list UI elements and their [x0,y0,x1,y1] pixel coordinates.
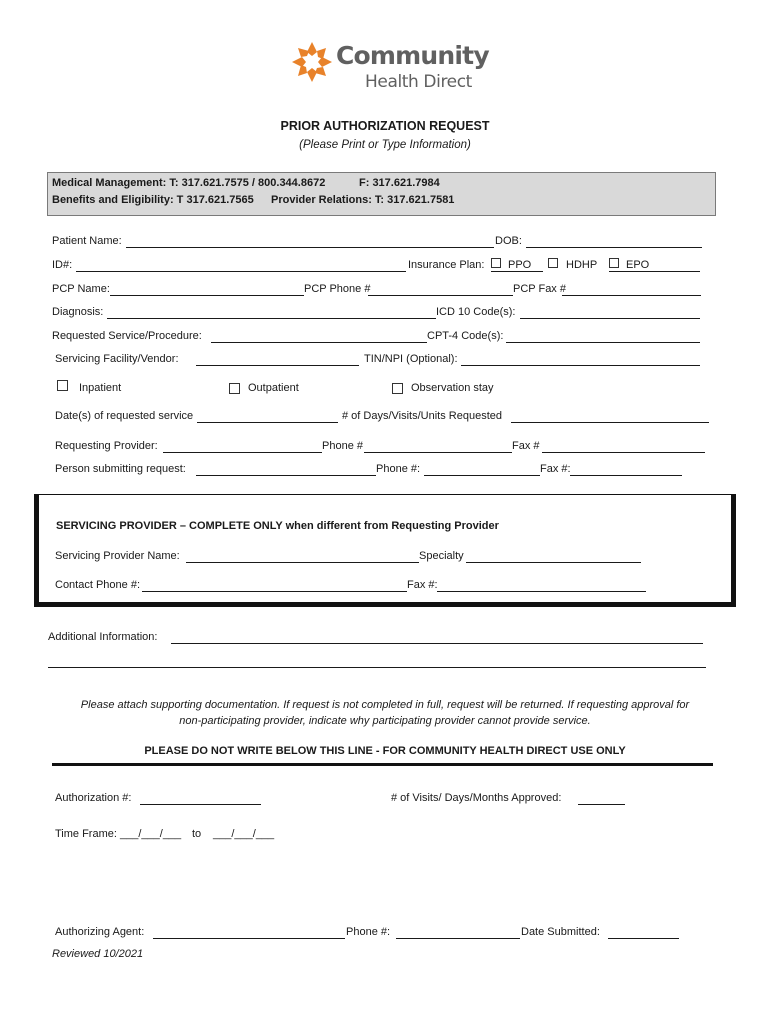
req-phone-label: Phone # [322,440,363,452]
date-submitted-label: Date Submitted: [521,926,600,938]
ppo-label: PPO [508,259,532,271]
req-phone-field[interactable] [364,452,512,453]
servicing-fax-field[interactable] [437,591,646,592]
requested-service-label: Requested Service/Procedure: [52,330,202,342]
dates-requested-field[interactable] [197,422,338,423]
additional-info-field-2[interactable] [48,667,706,668]
contact-phone-field[interactable] [142,591,407,592]
notice-text [40,697,730,729]
cpt4-label: CPT-4 Code(s): [427,330,504,342]
icd10-label: ICD 10 Code(s): [436,306,516,318]
epo-checkbox[interactable] [609,258,619,268]
epo-underline [609,271,700,272]
num-days-label: # of Days/Visits/Units Requested [342,410,502,422]
person-submitting-label: Person submitting request: [55,463,186,475]
outpatient-checkbox[interactable] [229,383,240,394]
icd10-field[interactable] [520,318,700,319]
id-label: ID#: [52,259,73,271]
dob-field[interactable] [526,247,702,248]
ppo-underline [491,271,543,272]
patient-name-field[interactable] [126,247,494,248]
logo-text-community: Community [336,41,489,70]
form-title: PRIOR AUTHORIZATION REQUEST [280,119,490,133]
observation-checkbox[interactable] [392,383,403,394]
req-fax-field[interactable] [542,452,705,453]
diagnosis-label: Diagnosis: [52,306,104,318]
provider-relations-line: Provider Relations: T: 317.621.7581 [271,194,455,206]
time-frame-start-field[interactable]: ___/___/___ [120,828,182,840]
logo-text-health-direct: Health Direct [365,72,472,92]
form-subtitle: (Please Print or Type Information) [299,139,471,151]
authorization-label: Authorization #: [55,792,132,804]
requesting-provider-field[interactable] [163,452,322,453]
specialty-field[interactable] [466,562,641,563]
medical-management-line: Medical Management: T: 317.621.7575 / 800.344.8672 [52,177,326,189]
tin-npi-label: TIN/NPI (Optional): [364,353,458,365]
servicing-fax-label: Fax #: [407,579,438,591]
pcp-fax-field[interactable] [562,295,701,296]
num-days-field[interactable] [511,422,709,423]
additional-info-label: Additional Information: [48,631,158,643]
notice-line-2: non-participating provider, indicate why participating provider cannot provide service. [179,715,591,727]
servicing-provider-name-field[interactable] [186,562,419,563]
visits-approved-label: # of Visits/ Days/Months Approved: [391,792,562,804]
agent-phone-label: Phone #: [346,926,391,938]
additional-info-field-1[interactable] [171,643,703,644]
time-frame-end-field[interactable]: ___/___/___ [213,828,275,840]
diagnosis-field[interactable] [107,318,436,319]
person-submitting-field[interactable] [196,475,376,476]
servicing-provider-name-label: Servicing Provider Name: [55,550,180,562]
pcp-phone-label: PCP Phone # [304,283,371,295]
authorizing-agent-label: Authorizing Agent: [55,926,145,938]
inpatient-checkbox[interactable] [57,380,68,391]
hdhp-checkbox[interactable] [548,258,558,268]
pcp-fax-label: PCP Fax # [513,283,566,295]
specialty-label: Specialty [419,550,464,562]
hdhp-label: HDHP [566,259,598,271]
servicing-provider-heading: SERVICING PROVIDER – COMPLETE ONLY when different from Requesting Provider [56,520,499,532]
time-frame-label: Time Frame: [55,828,117,840]
benefits-eligibility-line: Benefits and Eligibility: T 317.621.7565 [52,194,254,206]
sub-phone-label: Phone #: [376,463,421,475]
medical-management-fax: F: 317.621.7984 [359,177,440,189]
epo-label: EPO [626,259,650,271]
date-submitted-field[interactable] [608,938,679,939]
servicing-facility-label: Servicing Facility/Vendor: [55,353,179,365]
ppo-checkbox[interactable] [491,258,501,268]
contact-phone-label: Contact Phone #: [55,579,141,591]
sub-fax-field[interactable] [570,475,682,476]
pcp-phone-field[interactable] [368,295,513,296]
id-field[interactable] [76,271,406,272]
office-use-cut-line: PLEASE DO NOT WRITE BELOW THIS LINE - FOR COMMUNITY HEALTH DIRECT USE ONLY [144,745,626,757]
star-burst-logo-icon [290,40,334,84]
inpatient-label: Inpatient [79,382,122,394]
outpatient-label: Outpatient [248,382,299,394]
dates-requested-label: Date(s) of requested service [55,410,194,422]
authorization-field[interactable] [140,804,261,805]
agent-phone-field[interactable] [396,938,520,939]
patient-name-label: Patient Name: [52,235,122,247]
tin-npi-field[interactable] [461,365,700,366]
visits-approved-field[interactable] [578,804,625,805]
pcp-name-label: PCP Name: [52,283,110,295]
servicing-facility-field[interactable] [196,365,359,366]
time-frame-to-label: to [192,828,202,840]
sub-fax-label: Fax #: [540,463,571,475]
req-fax-label: Fax # [512,440,540,452]
sub-phone-field[interactable] [424,475,540,476]
observation-label: Observation stay [411,382,494,394]
cpt4-field[interactable] [506,342,700,343]
pcp-name-field[interactable] [110,295,304,296]
office-use-divider [52,763,713,766]
insurance-plan-label: Insurance Plan: [408,259,485,271]
requesting-provider-label: Requesting Provider: [55,440,158,452]
requested-service-field[interactable] [211,342,427,343]
notice-line-1: Please attach supporting documentation. If request is not completed in full, request will be returned. If requesting approval for [80,699,690,711]
reviewed-date: Reviewed 10/2021 [52,948,144,960]
dob-label: DOB: [495,235,522,247]
authorizing-agent-field[interactable] [153,938,345,939]
